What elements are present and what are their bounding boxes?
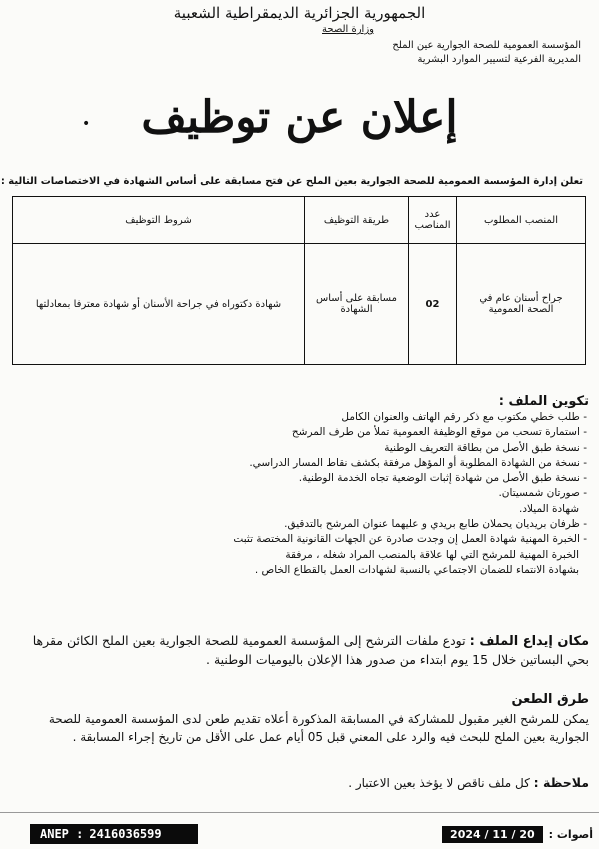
ministry-header: وزارة الصحة xyxy=(322,24,374,35)
anep-badge xyxy=(30,824,198,844)
positions-table xyxy=(12,196,586,365)
republic-header: الجمهورية الجزائرية الديمقراطية الشعبية xyxy=(173,4,426,22)
submission-text: تودع ملفات الترشح إلى المؤسسة العمومية للصحة الجوارية بعين الملح الكائن مقرها بحي البساتين خلال 15 يوم ابتداء من صدور هذا الإعلان باليوميات الوطنية . xyxy=(32,633,589,667)
submission-section xyxy=(29,632,589,669)
source-name: أصوات : xyxy=(548,827,593,841)
documents-title: تكوين الملف : xyxy=(498,394,589,409)
header-position: المنصب المطلوب xyxy=(457,197,586,244)
table-row xyxy=(13,244,586,365)
list-item: - نسخة طبق الأصل من بطاقة التعريف الوطنية xyxy=(384,441,587,454)
cell-conditions: شهادة دكتوراه في جراحة الأسنان أو شهادة معترفا بمعادلتها xyxy=(13,244,305,365)
submission-title: مكان إيداع الملف : xyxy=(469,634,589,649)
appeal-title: طرق الطعن xyxy=(511,692,589,707)
list-item: - ظرفان بريديان يحملان طابع بريدي و عليهما عنوان المرشح بالتدقيق. xyxy=(284,518,587,531)
directorate-name: المديرية الفرعية لتسيير الموارد البشرية xyxy=(417,54,581,65)
list-item: - الخبرة المهنية شهادة العمل إن وجدت صادرة عن الجهات القانونية المختصة تثبت xyxy=(233,533,587,546)
intro-text: تعلن إدارة المؤسسة العمومية للصحة الجوارية بعين الملح عن فتح مسابقة على أساس الشهادة في الاختصاصات التالية : xyxy=(0,176,583,187)
header-conditions: شروط التوظيف xyxy=(13,197,305,244)
institution-name: المؤسسة العمومية للصحة الجوارية عين الملح xyxy=(392,40,581,51)
footer-source xyxy=(442,824,593,844)
anep-label: ANEP : xyxy=(40,827,84,841)
list-item: - صورتان شمسيتان. xyxy=(498,487,587,500)
list-item: - طلب خطي مكتوب مع ذكر رقم الهاتف والعنوان الكامل xyxy=(341,411,587,423)
cell-method: مسابقة على أساس الشهادة xyxy=(305,244,409,365)
list-item: شهادة الميلاد. xyxy=(519,502,579,515)
anep-number: 2416036599 xyxy=(89,827,162,841)
ink-dot: • xyxy=(82,116,91,132)
list-item: - استمارة تسحب من موقع الوظيفة العمومية تملأ من طرف المرشح xyxy=(291,426,587,439)
list-item: - نسخة طبق الأصل من شهادة إثبات الوضعية تجاه الخدمة الوطنية. xyxy=(298,472,587,485)
cell-position: جراح أسنان عام في الصحة العمومية xyxy=(457,244,586,365)
documents-list xyxy=(39,410,587,578)
header-count: عدد المناصب xyxy=(409,197,457,244)
announcement-title: إعلان عن توظيف xyxy=(141,92,458,143)
footer-divider xyxy=(0,812,599,819)
appeal-text: يمكن للمرشح الغير مقبول للمشاركة في المسابقة المذكورة أعلاه تقديم طعن لدى المؤسسة العمومية للصحة الجوارية بعين الملح للبحث فيه والرد على المعني قبل 05 أيام عمل على الأقل من تاريخ إجراء المسابقة . xyxy=(48,712,589,744)
note-label: ملاحظة : xyxy=(533,775,589,790)
cell-count: 02 xyxy=(409,244,457,365)
publication-date: 2024 / 11 / 20 xyxy=(442,826,543,843)
table-header-row xyxy=(13,197,586,244)
list-item: - نسخة من الشهادة المطلوبة أو المؤهل مرفقة بكشف نقاط المسار الدراسي. xyxy=(249,456,587,469)
list-item: الخبرة المهنية للمرشح التي لها علاقة بالمنصب المراد شغله ، مرفقة xyxy=(285,548,579,561)
note-section xyxy=(348,775,589,790)
list-item: بشهادة الانتماء للضمان الاجتماعي بالنسبة لشهادات العمل بالقطاع الخاص . xyxy=(254,563,579,576)
note-text: كل ملف ناقص لا يؤخذ بعين الاعتبار . xyxy=(348,776,530,790)
header-method: طريقة التوظيف xyxy=(305,197,409,244)
